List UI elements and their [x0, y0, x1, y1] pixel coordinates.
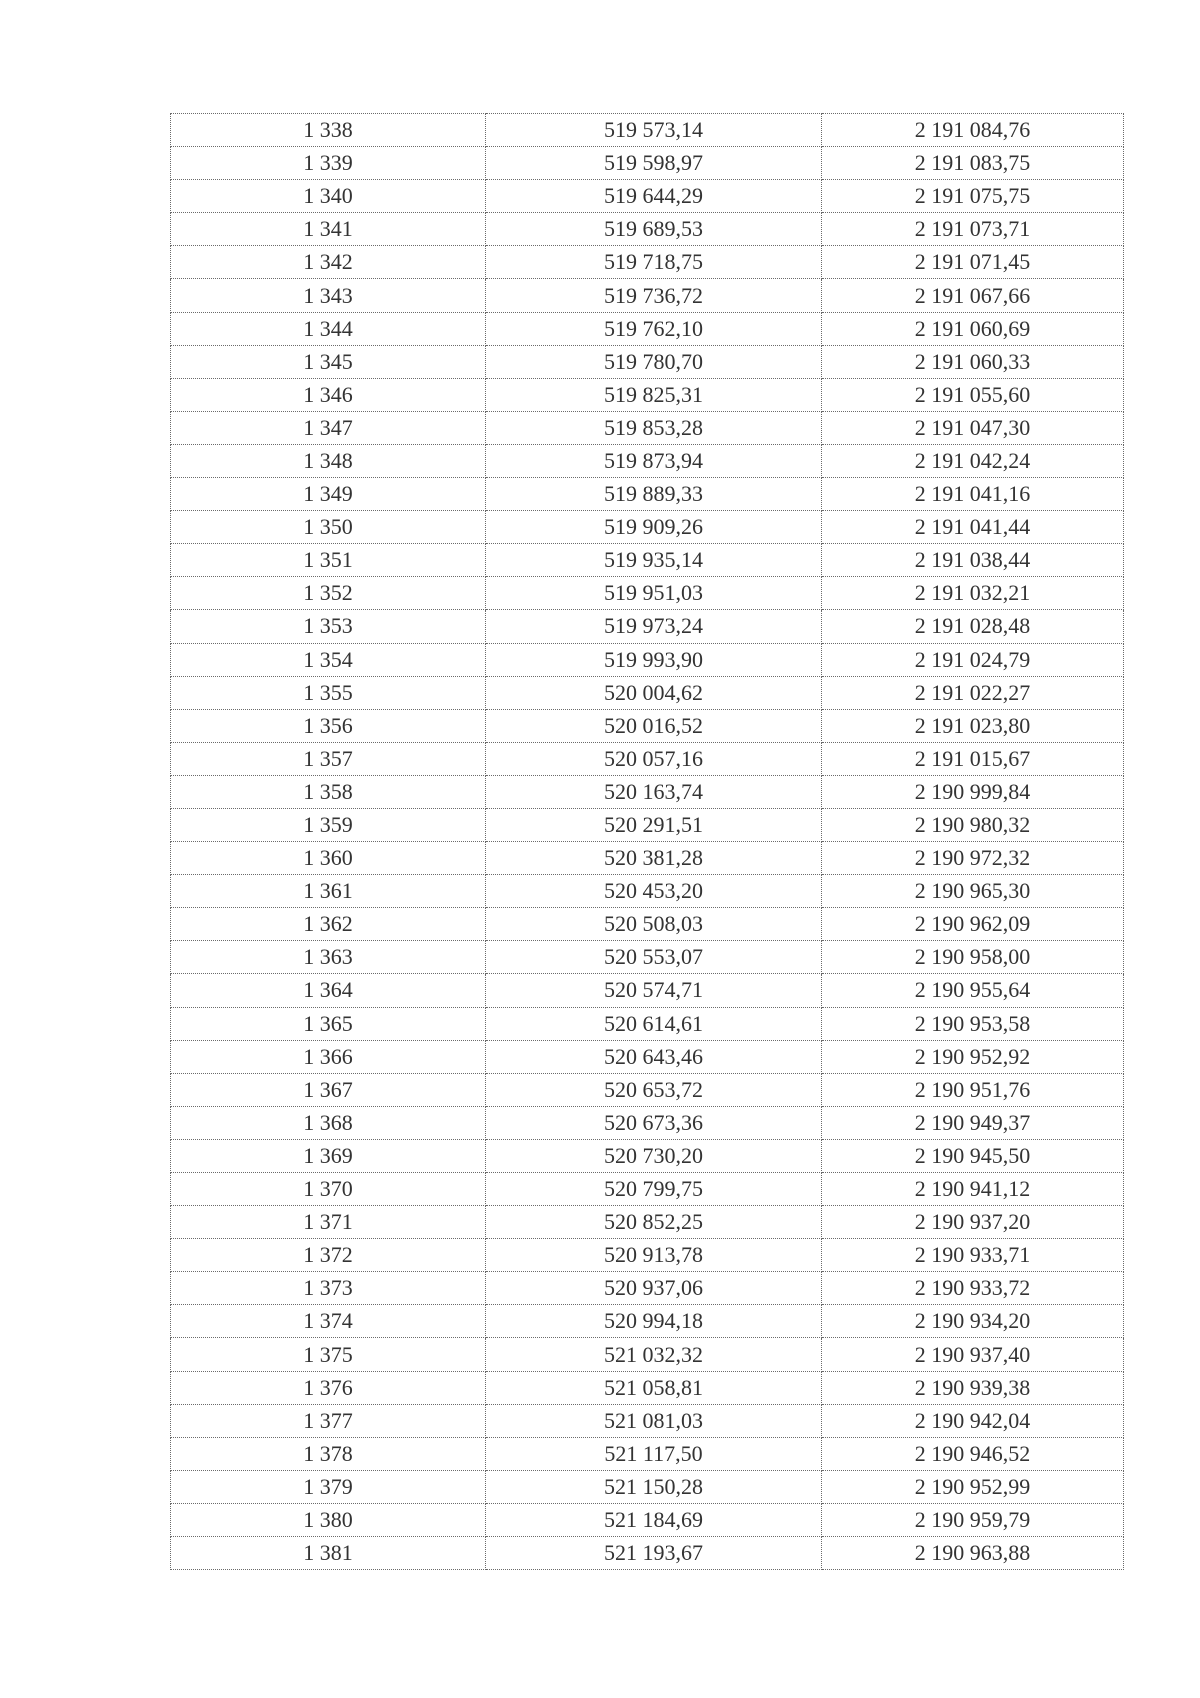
table-row: [171, 1537, 1124, 1570]
x-coordinate-cell: 519 736,72: [486, 279, 822, 312]
x-coordinate-cell: 519 598,97: [486, 147, 822, 180]
y-coordinate-cell: 2 191 038,44: [822, 544, 1124, 577]
point-number-cell: 1 343: [171, 279, 486, 312]
point-number-cell: 1 341: [171, 213, 486, 246]
table-row: [171, 1470, 1124, 1503]
y-coordinate-cell: 2 190 934,20: [822, 1305, 1124, 1338]
point-number-cell: 1 347: [171, 411, 486, 444]
x-coordinate-cell: 519 762,10: [486, 312, 822, 345]
table-row: [171, 1139, 1124, 1172]
point-number-cell: 1 364: [171, 974, 486, 1007]
coordinates-table-body: [171, 114, 1124, 1570]
point-number-cell: 1 381: [171, 1537, 486, 1570]
table-row: [171, 808, 1124, 841]
table-row: [171, 345, 1124, 378]
point-number-cell: 1 379: [171, 1470, 486, 1503]
table-row: [171, 974, 1124, 1007]
y-coordinate-cell: 2 191 084,76: [822, 114, 1124, 147]
y-coordinate-cell: 2 191 015,67: [822, 742, 1124, 775]
x-coordinate-cell: 519 873,94: [486, 444, 822, 477]
coordinates-table: [170, 113, 1124, 1570]
point-number-cell: 1 350: [171, 511, 486, 544]
table-row: [171, 1305, 1124, 1338]
x-coordinate-cell: 519 993,90: [486, 643, 822, 676]
table-row: [171, 742, 1124, 775]
y-coordinate-cell: 2 191 041,16: [822, 478, 1124, 511]
x-coordinate-cell: 520 614,61: [486, 1007, 822, 1040]
y-coordinate-cell: 2 191 071,45: [822, 246, 1124, 279]
x-coordinate-cell: 520 653,72: [486, 1073, 822, 1106]
x-coordinate-cell: 520 508,03: [486, 908, 822, 941]
x-coordinate-cell: 520 574,71: [486, 974, 822, 1007]
y-coordinate-cell: 2 191 060,69: [822, 312, 1124, 345]
x-coordinate-cell: 520 057,16: [486, 742, 822, 775]
y-coordinate-cell: 2 190 952,92: [822, 1040, 1124, 1073]
y-coordinate-cell: 2 191 047,30: [822, 411, 1124, 444]
table-row: [171, 1503, 1124, 1536]
point-number-cell: 1 353: [171, 610, 486, 643]
y-coordinate-cell: 2 190 953,58: [822, 1007, 1124, 1040]
point-number-cell: 1 377: [171, 1404, 486, 1437]
point-number-cell: 1 374: [171, 1305, 486, 1338]
point-number-cell: 1 373: [171, 1272, 486, 1305]
point-number-cell: 1 351: [171, 544, 486, 577]
point-number-cell: 1 338: [171, 114, 486, 147]
point-number-cell: 1 363: [171, 941, 486, 974]
x-coordinate-cell: 519 780,70: [486, 345, 822, 378]
table-row: [171, 478, 1124, 511]
point-number-cell: 1 361: [171, 875, 486, 908]
y-coordinate-cell: 2 191 022,27: [822, 676, 1124, 709]
x-coordinate-cell: 520 913,78: [486, 1239, 822, 1272]
table-row: [171, 610, 1124, 643]
point-number-cell: 1 365: [171, 1007, 486, 1040]
x-coordinate-cell: 520 381,28: [486, 842, 822, 875]
point-number-cell: 1 372: [171, 1239, 486, 1272]
x-coordinate-cell: 520 994,18: [486, 1305, 822, 1338]
y-coordinate-cell: 2 191 042,24: [822, 444, 1124, 477]
point-number-cell: 1 368: [171, 1106, 486, 1139]
table-row: [171, 1338, 1124, 1371]
y-coordinate-cell: 2 190 933,72: [822, 1272, 1124, 1305]
table-row: [171, 1371, 1124, 1404]
table-row: [171, 444, 1124, 477]
x-coordinate-cell: 519 644,29: [486, 180, 822, 213]
table-row: [171, 511, 1124, 544]
table-row: [171, 643, 1124, 676]
table-row: [171, 1272, 1124, 1305]
table-row: [171, 875, 1124, 908]
x-coordinate-cell: 520 799,75: [486, 1173, 822, 1206]
table-row: [171, 676, 1124, 709]
x-coordinate-cell: 521 032,32: [486, 1338, 822, 1371]
y-coordinate-cell: 2 191 083,75: [822, 147, 1124, 180]
x-coordinate-cell: 520 852,25: [486, 1206, 822, 1239]
y-coordinate-cell: 2 191 067,66: [822, 279, 1124, 312]
y-coordinate-cell: 2 190 946,52: [822, 1437, 1124, 1470]
x-coordinate-cell: 521 117,50: [486, 1437, 822, 1470]
y-coordinate-cell: 2 190 962,09: [822, 908, 1124, 941]
table-row: [171, 1239, 1124, 1272]
y-coordinate-cell: 2 190 951,76: [822, 1073, 1124, 1106]
x-coordinate-cell: 521 058,81: [486, 1371, 822, 1404]
table-row: [171, 1437, 1124, 1470]
table-row: [171, 842, 1124, 875]
y-coordinate-cell: 2 190 933,71: [822, 1239, 1124, 1272]
table-row: [171, 775, 1124, 808]
x-coordinate-cell: 521 184,69: [486, 1503, 822, 1536]
point-number-cell: 1 344: [171, 312, 486, 345]
y-coordinate-cell: 2 190 965,30: [822, 875, 1124, 908]
x-coordinate-cell: 519 909,26: [486, 511, 822, 544]
y-coordinate-cell: 2 190 942,04: [822, 1404, 1124, 1437]
y-coordinate-cell: 2 190 937,40: [822, 1338, 1124, 1371]
y-coordinate-cell: 2 191 032,21: [822, 577, 1124, 610]
x-coordinate-cell: 519 853,28: [486, 411, 822, 444]
x-coordinate-cell: 519 973,24: [486, 610, 822, 643]
x-coordinate-cell: 520 673,36: [486, 1106, 822, 1139]
point-number-cell: 1 376: [171, 1371, 486, 1404]
x-coordinate-cell: 521 150,28: [486, 1470, 822, 1503]
point-number-cell: 1 349: [171, 478, 486, 511]
x-coordinate-cell: 520 453,20: [486, 875, 822, 908]
table-row: [171, 378, 1124, 411]
point-number-cell: 1 342: [171, 246, 486, 279]
table-row: [171, 411, 1124, 444]
point-number-cell: 1 359: [171, 808, 486, 841]
point-number-cell: 1 369: [171, 1139, 486, 1172]
point-number-cell: 1 367: [171, 1073, 486, 1106]
point-number-cell: 1 340: [171, 180, 486, 213]
point-number-cell: 1 371: [171, 1206, 486, 1239]
table-row: [171, 577, 1124, 610]
y-coordinate-cell: 2 190 937,20: [822, 1206, 1124, 1239]
table-row: [171, 908, 1124, 941]
table-row: [171, 312, 1124, 345]
y-coordinate-cell: 2 191 024,79: [822, 643, 1124, 676]
x-coordinate-cell: 520 643,46: [486, 1040, 822, 1073]
table-row: [171, 180, 1124, 213]
point-number-cell: 1 357: [171, 742, 486, 775]
x-coordinate-cell: 520 937,06: [486, 1272, 822, 1305]
x-coordinate-cell: 519 718,75: [486, 246, 822, 279]
table-row: [171, 246, 1124, 279]
x-coordinate-cell: 520 553,07: [486, 941, 822, 974]
y-coordinate-cell: 2 191 041,44: [822, 511, 1124, 544]
table-row: [171, 709, 1124, 742]
x-coordinate-cell: 519 573,14: [486, 114, 822, 147]
y-coordinate-cell: 2 190 955,64: [822, 974, 1124, 1007]
x-coordinate-cell: 521 193,67: [486, 1537, 822, 1570]
x-coordinate-cell: 520 163,74: [486, 775, 822, 808]
y-coordinate-cell: 2 191 073,71: [822, 213, 1124, 246]
y-coordinate-cell: 2 190 980,32: [822, 808, 1124, 841]
y-coordinate-cell: 2 191 075,75: [822, 180, 1124, 213]
y-coordinate-cell: 2 190 945,50: [822, 1139, 1124, 1172]
table-row: [171, 279, 1124, 312]
point-number-cell: 1 348: [171, 444, 486, 477]
x-coordinate-cell: 519 689,53: [486, 213, 822, 246]
y-coordinate-cell: 2 191 055,60: [822, 378, 1124, 411]
y-coordinate-cell: 2 190 972,32: [822, 842, 1124, 875]
x-coordinate-cell: 521 081,03: [486, 1404, 822, 1437]
table-row: [171, 1040, 1124, 1073]
table-row: [171, 544, 1124, 577]
table-row: [171, 1404, 1124, 1437]
table-row: [171, 1173, 1124, 1206]
y-coordinate-cell: 2 190 999,84: [822, 775, 1124, 808]
y-coordinate-cell: 2 191 028,48: [822, 610, 1124, 643]
y-coordinate-cell: 2 190 941,12: [822, 1173, 1124, 1206]
point-number-cell: 1 378: [171, 1437, 486, 1470]
point-number-cell: 1 366: [171, 1040, 486, 1073]
table-row: [171, 114, 1124, 147]
y-coordinate-cell: 2 190 939,38: [822, 1371, 1124, 1404]
y-coordinate-cell: 2 191 023,80: [822, 709, 1124, 742]
table-row: [171, 213, 1124, 246]
point-number-cell: 1 356: [171, 709, 486, 742]
x-coordinate-cell: 519 889,33: [486, 478, 822, 511]
x-coordinate-cell: 519 935,14: [486, 544, 822, 577]
x-coordinate-cell: 519 951,03: [486, 577, 822, 610]
table-row: [171, 941, 1124, 974]
y-coordinate-cell: 2 191 060,33: [822, 345, 1124, 378]
point-number-cell: 1 354: [171, 643, 486, 676]
x-coordinate-cell: 519 825,31: [486, 378, 822, 411]
table-row: [171, 147, 1124, 180]
point-number-cell: 1 355: [171, 676, 486, 709]
point-number-cell: 1 345: [171, 345, 486, 378]
point-number-cell: 1 358: [171, 775, 486, 808]
x-coordinate-cell: 520 291,51: [486, 808, 822, 841]
point-number-cell: 1 339: [171, 147, 486, 180]
table-row: [171, 1007, 1124, 1040]
point-number-cell: 1 352: [171, 577, 486, 610]
point-number-cell: 1 380: [171, 1503, 486, 1536]
point-number-cell: 1 375: [171, 1338, 486, 1371]
point-number-cell: 1 370: [171, 1173, 486, 1206]
point-number-cell: 1 360: [171, 842, 486, 875]
x-coordinate-cell: 520 004,62: [486, 676, 822, 709]
y-coordinate-cell: 2 190 959,79: [822, 1503, 1124, 1536]
y-coordinate-cell: 2 190 952,99: [822, 1470, 1124, 1503]
table-row: [171, 1073, 1124, 1106]
point-number-cell: 1 346: [171, 378, 486, 411]
table-row: [171, 1206, 1124, 1239]
x-coordinate-cell: 520 016,52: [486, 709, 822, 742]
x-coordinate-cell: 520 730,20: [486, 1139, 822, 1172]
table-row: [171, 1106, 1124, 1139]
y-coordinate-cell: 2 190 963,88: [822, 1537, 1124, 1570]
point-number-cell: 1 362: [171, 908, 486, 941]
y-coordinate-cell: 2 190 949,37: [822, 1106, 1124, 1139]
y-coordinate-cell: 2 190 958,00: [822, 941, 1124, 974]
